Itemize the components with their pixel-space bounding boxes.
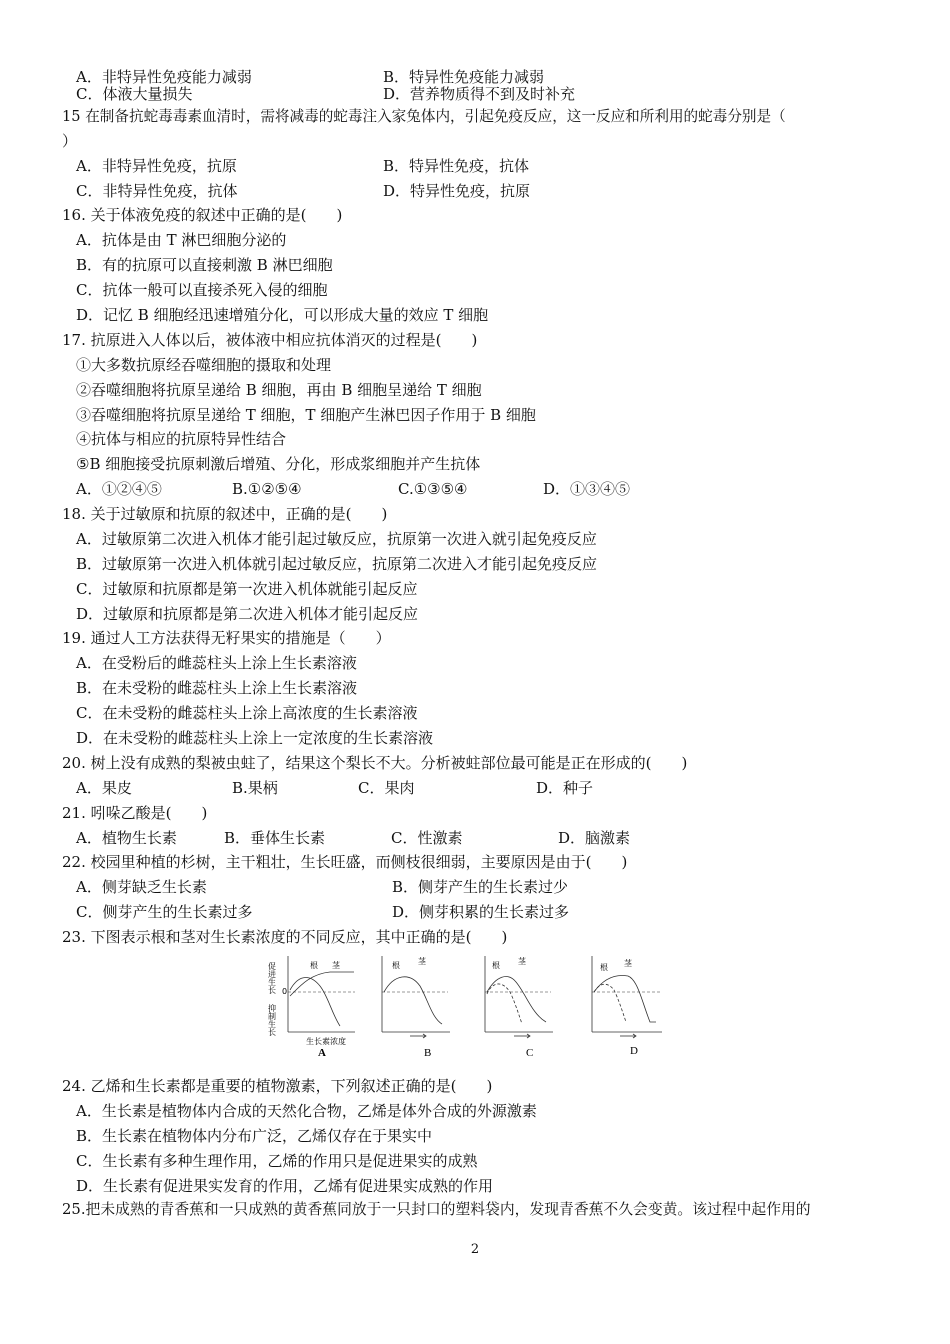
q24-option-d: D．生长素有促进果实发育的作用，乙烯有促进果实成熟的作用 <box>76 1177 494 1195</box>
q16-option-a: A．抗体是由 T 淋巴细胞分泌的 <box>76 231 287 249</box>
q17-option-b: B.①②⑤④ <box>232 480 302 498</box>
q16-option-b: B．有的抗原可以直接刺激 B 淋巴细胞 <box>76 256 333 274</box>
q16-option-d: D．记忆 B 细胞经迅速增殖分化，可以形成大量的效应 T 细胞 <box>76 306 489 324</box>
q25-stem: 25.把未成熟的青香蕉和一只成熟的黄香蕉同放于一只封口的塑料袋内，发现青香蕉不久会变黄。该过程中起作用的 <box>62 1201 811 1218</box>
q15-option-a: A．非特异性免疫，抗原 <box>76 157 237 175</box>
q17-step-2: ②吞噬细胞将抗原呈递给 B 细胞，再由 B 细胞呈递给 T 细胞 <box>76 381 482 399</box>
q22-option-d: D．侧芽积累的生长素过多 <box>392 903 570 921</box>
q18-option-d: D．过敏原和抗原都是第二次进入机体才能引起反应 <box>76 605 419 623</box>
q14-option-d: D．营养物质得不到及时补充 <box>383 85 576 103</box>
root-label-c: 根 <box>492 961 500 970</box>
q24-option-c: C．生长素有多种生理作用，乙烯的作用只是促进果实的成熟 <box>76 1152 478 1170</box>
q24-option-b: B．生长素在植物体内分布广泛，乙烯仅存在于果实中 <box>76 1127 433 1145</box>
q22-option-b: B．侧芽产生的生长素过少 <box>392 878 569 896</box>
q24-stem: 24. 乙烯和生长素都是重要的植物激素，下列叙述正确的是( ) <box>62 1077 493 1095</box>
root-label-a: 根 <box>310 961 318 970</box>
q17-step-5: ⑤B 细胞接受抗原刺激后增殖、分化，形成浆细胞并产生抗体 <box>76 455 481 473</box>
q20-option-b: B.果柄 <box>232 779 278 797</box>
q17-option-d: D．①③④⑤ <box>543 480 631 498</box>
q21-option-a: A．植物生长素 <box>76 829 177 847</box>
q22-option-a: A．侧芽缺乏生长素 <box>76 878 207 896</box>
y-axis-top-label: 促进生长 <box>267 962 277 994</box>
q21-option-d: D．脑激素 <box>558 829 631 847</box>
q17-step-1: ①大多数抗原经吞噬细胞的摄取和处理 <box>76 356 332 374</box>
stem-label-d: 茎 <box>624 959 632 968</box>
stem-label-c: 茎 <box>518 957 526 966</box>
q20-option-d: D．种子 <box>536 779 594 797</box>
q16-option-c: C．抗体一般可以直接杀死入侵的细胞 <box>76 281 328 299</box>
q14-option-b: B．特异性免疫能力减弱 <box>383 68 545 86</box>
q20-option-a: A．果皮 <box>76 779 132 797</box>
q15-stem: 15 在制备抗蛇毒毒素血清时，需将减毒的蛇毒注入家兔体内，引起免疫反应，这一反应和所利用的蛇毒分别是（ <box>62 108 786 125</box>
q23-figure <box>267 952 670 1060</box>
q17-step-4: ④抗体与相应的抗原特异性结合 <box>76 430 287 448</box>
q18-stem: 18. 关于过敏原和抗原的叙述中，正确的是( ) <box>62 505 388 523</box>
graph-a <box>288 956 355 1032</box>
q16-stem: 16. 关于体液免疫的叙述中正确的是( ) <box>62 206 343 224</box>
q15-option-c: C．非特异性免疫，抗体 <box>76 182 238 200</box>
q23-stem: 23. 下图表示根和茎对生长素浓度的不同反应，其中正确的是( ) <box>62 928 508 946</box>
q17-option-a: A．①②④⑤ <box>76 480 162 498</box>
q19-option-d: D．在未受粉的雌蕊柱头上涂上一定浓度的生长素溶液 <box>76 729 434 747</box>
stem-label-b: 茎 <box>418 957 426 966</box>
y-axis-bottom-label: 抑制生长 <box>267 1004 277 1036</box>
q14-option-c: C．体液大量损失 <box>76 85 193 103</box>
zero-label: 0 <box>282 987 288 996</box>
q19-option-b: B．在未受粉的雌蕊柱头上涂上生长素溶液 <box>76 679 358 697</box>
q20-option-c: C．果肉 <box>358 779 415 797</box>
q22-option-c: C．侧芽产生的生长素过多 <box>76 903 253 921</box>
q19-option-c: C．在未受粉的雌蕊柱头上涂上高浓度的生长素溶液 <box>76 704 418 722</box>
q18-option-c: C．过敏原和抗原都是第一次进入机体就能引起反应 <box>76 580 418 598</box>
q19-stem: 19. 通过人工方法获得无籽果实的措施是（ ） <box>62 629 391 647</box>
q22-stem: 22. 校园里种植的杉树，主干粗壮，生长旺盛，而侧枝很细弱，主要原因是由于( ) <box>62 853 628 871</box>
q15-stem-cont: ） <box>62 132 78 150</box>
q19-option-a: A．在受粉后的雌蕊柱头上涂上生长素溶液 <box>76 654 357 672</box>
graph-c-label: C <box>526 1047 534 1059</box>
q21-option-b: B．垂体生长素 <box>224 829 326 847</box>
graph-b-label: B <box>424 1047 432 1059</box>
page-number: 2 <box>470 1242 480 1257</box>
root-label-b: 根 <box>392 961 400 970</box>
q17-stem: 17. 抗原进入人体以后，被体液中相应抗体消灭的过程是( ) <box>62 331 478 349</box>
q15-option-b: B．特异性免疫，抗体 <box>383 157 530 175</box>
graph-a-label: A <box>318 1047 326 1059</box>
q15-option-d: D．特异性免疫，抗原 <box>383 182 531 200</box>
graph-d-label: D <box>630 1045 638 1057</box>
root-label-d: 根 <box>600 963 608 972</box>
q18-option-b: B．过敏原第一次进入机体就引起过敏反应，抗原第二次进入才能引起免疫反应 <box>76 555 598 573</box>
q21-option-c: C．性激素 <box>391 829 463 847</box>
x-axis-label: 生长素浓度 <box>306 1037 346 1046</box>
q21-stem: 21. 吲哚乙酸是( ) <box>62 804 208 822</box>
stem-label-a: 茎 <box>332 961 340 970</box>
q14-option-a: A．非特异性免疫能力减弱 <box>76 68 252 86</box>
q20-stem: 20. 树上没有成熟的梨被虫蛀了，结果这个梨长不大。分析被蛀部位最可能是正在形成的( ) <box>62 754 688 772</box>
q17-step-3: ③吞噬细胞将抗原呈递给 T 细胞，T 细胞产生淋巴因子作用于 B 细胞 <box>76 406 536 424</box>
q24-option-a: A．生长素是植物体内合成的天然化合物，乙烯是体外合成的外源激素 <box>76 1102 537 1120</box>
q17-option-c: C.①③⑤④ <box>398 480 468 498</box>
q18-option-a: A．过敏原第二次进入机体才能引起过敏反应，抗原第一次进入就引起免疫反应 <box>76 530 597 548</box>
